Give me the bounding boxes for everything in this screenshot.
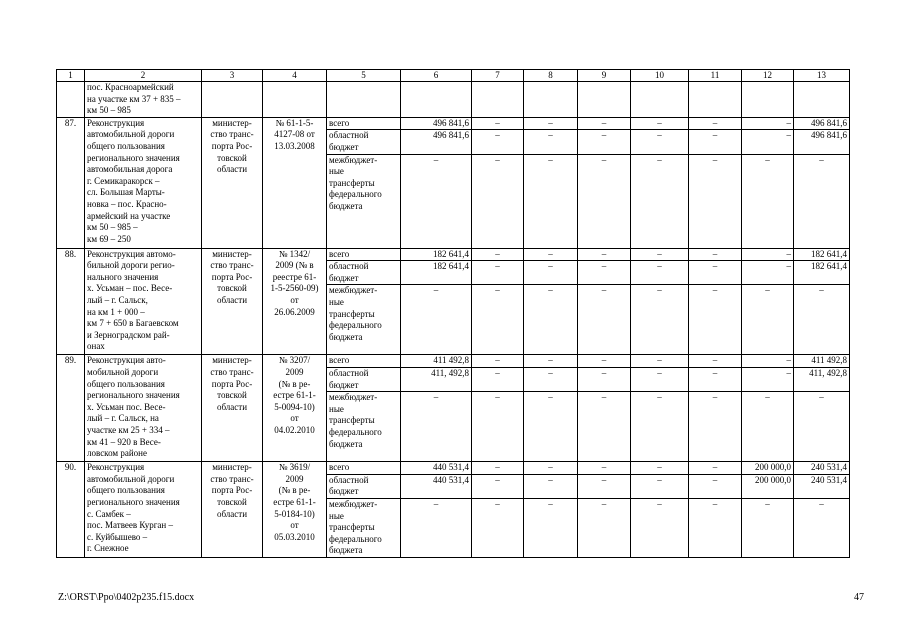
cell-value: –: [631, 248, 689, 261]
header-row: [57, 70, 850, 82]
cell-value: –: [689, 248, 742, 261]
cell-value: –: [524, 474, 578, 498]
col-header: 7: [472, 70, 524, 82]
cell-value: –: [631, 285, 689, 355]
table-row: [57, 117, 850, 130]
cell-value: 411 492,8: [794, 355, 850, 368]
cell-value: –: [578, 248, 631, 261]
cell-value: 182 641,4: [401, 261, 472, 285]
cell-value: –: [631, 355, 689, 368]
cell-value: –: [742, 355, 794, 368]
cell-value: –: [631, 462, 689, 475]
cell-value: –: [742, 367, 794, 391]
expertise-document: № 3207/ 2009 (№ в ре- естре 61-1- 5-0094-10) от 04.02.2010: [263, 355, 327, 462]
cell-value: 182 641,4: [794, 261, 850, 285]
cell-value: –: [794, 285, 850, 355]
source-interbudget: межбюджет- ные трансферты федерального бюджета: [327, 154, 401, 248]
col-header: 6: [401, 70, 472, 82]
cell-value: –: [794, 154, 850, 248]
row-number: 90.: [57, 462, 85, 558]
cell-value: –: [578, 355, 631, 368]
cell-value: –: [472, 261, 524, 285]
col-header: 4: [263, 70, 327, 82]
source-regional: областной бюджет: [327, 367, 401, 391]
cell-value: –: [689, 462, 742, 475]
cell-value: –: [472, 248, 524, 261]
cell-value: –: [524, 154, 578, 248]
cell-value: –: [689, 355, 742, 368]
cell-value: –: [472, 392, 524, 462]
source-interbudget: межбюджет- ные трансферты федерального бюджета: [327, 392, 401, 462]
source-regional: областной бюджет: [327, 474, 401, 498]
source-total: всего: [327, 355, 401, 368]
page-number: 47: [854, 592, 864, 603]
cell-value: –: [472, 355, 524, 368]
source-interbudget: межбюджет- ные трансферты федерального бюджета: [327, 285, 401, 355]
cell-value: –: [524, 498, 578, 557]
cell-value: 496 841,6: [794, 117, 850, 130]
expertise-document: № 3619/ 2009 (№ в ре- естре 61-1- 5-0184-10) от 05.03.2010: [263, 462, 327, 558]
cell-value: –: [578, 392, 631, 462]
cell-value: –: [689, 117, 742, 130]
project-name: Реконструкция автомобильной дороги общего пользования регионального значения с. Самбек – пос. Матвеев Курган – с. Куйбышево – г. Снежное: [85, 462, 202, 558]
col-header: 2: [85, 70, 202, 82]
table-row: [57, 355, 850, 368]
expertise-document: № 1342/ 2009 (№ в реестре 61- 1-5-2560-09) от 26.06.2009: [263, 248, 327, 355]
cell-value: –: [524, 130, 578, 154]
cell-value: –: [742, 285, 794, 355]
row-number: 89.: [57, 355, 85, 462]
cell-value: –: [689, 392, 742, 462]
cell-value: –: [524, 117, 578, 130]
cell-value: –: [401, 392, 472, 462]
cell-value: –: [742, 117, 794, 130]
source-total: всего: [327, 248, 401, 261]
source-regional: областной бюджет: [327, 130, 401, 154]
row-number: 88.: [57, 248, 85, 355]
cell-value: –: [631, 392, 689, 462]
cell-value: –: [578, 285, 631, 355]
cell-value: –: [524, 392, 578, 462]
responsible-agency: министер- ство транс- порта Рос- товской области: [202, 355, 263, 462]
cell-value: –: [631, 474, 689, 498]
cell-value: –: [631, 130, 689, 154]
cell-value: –: [689, 154, 742, 248]
cell-value: –: [524, 462, 578, 475]
cell-value: –: [794, 392, 850, 462]
cell-value: 411 492,8: [401, 355, 472, 368]
cell-value: 182 641,4: [794, 248, 850, 261]
col-header: 10: [631, 70, 689, 82]
col-header: 3: [202, 70, 263, 82]
cell-value: 440 531,4: [401, 462, 472, 475]
cell-value: –: [472, 154, 524, 248]
continuation-row: [57, 82, 850, 118]
col-header: 9: [578, 70, 631, 82]
cell-value: –: [578, 498, 631, 557]
responsible-agency: министер- ство транс- порта Рос- товской области: [202, 462, 263, 558]
col-header: 8: [524, 70, 578, 82]
cell-value: –: [689, 285, 742, 355]
cell-value: 240 531,4: [794, 474, 850, 498]
cell-value: –: [524, 367, 578, 391]
cell-value: 200 000,0: [742, 462, 794, 475]
source-regional: областной бюджет: [327, 261, 401, 285]
source-total: всего: [327, 462, 401, 475]
cell-value: –: [742, 130, 794, 154]
cell-value: 411, 492,8: [401, 367, 472, 391]
cell-value: –: [524, 355, 578, 368]
source-total: всего: [327, 117, 401, 130]
cell-value: –: [631, 498, 689, 557]
cell-value: –: [578, 474, 631, 498]
col-header: 5: [327, 70, 401, 82]
cell-value: –: [631, 154, 689, 248]
cell-value: –: [689, 367, 742, 391]
cell-value: –: [524, 285, 578, 355]
cell-value: –: [472, 117, 524, 130]
project-name: Реконструкция автомо- бильной дороги регио- нального значения х. Усьман – пос. Весе- лый – г. Сальск, на км 1 + 000 – км 7 + 650 в Багаевском и Зерноградском рай- онах: [85, 248, 202, 355]
project-name: Реконструкция автомобильной дороги общего пользования регионального значения автомобильная дорога г. Семикаракорск – сл. Большая Марты- новка – пос. Красно- армейский на участке км 50 – 985 – км 69 – 250: [85, 117, 202, 248]
cell-value: –: [472, 130, 524, 154]
cell-value: –: [401, 285, 472, 355]
cell-value: –: [631, 261, 689, 285]
cell-value: –: [472, 462, 524, 475]
cell-value: 240 531,4: [794, 462, 850, 475]
cell-value: –: [742, 392, 794, 462]
cell-value: –: [578, 154, 631, 248]
cell-value: –: [472, 367, 524, 391]
row-number: 87.: [57, 117, 85, 248]
cell-value: 182 641,4: [401, 248, 472, 261]
cell-value: –: [578, 117, 631, 130]
cell-value: –: [689, 261, 742, 285]
cell-value: –: [742, 261, 794, 285]
cell-value: –: [689, 498, 742, 557]
col-header: 11: [689, 70, 742, 82]
table-row: [57, 248, 850, 261]
responsible-agency: министер- ство транс- порта Рос- товской области: [202, 117, 263, 248]
cell-value: –: [578, 130, 631, 154]
expertise-document: № 61-1-5- 4127-08 от 13.03.2008: [263, 117, 327, 248]
cell-value: –: [742, 498, 794, 557]
table-row: [57, 462, 850, 475]
cell-value: –: [472, 285, 524, 355]
cell-value: 440 531,4: [401, 474, 472, 498]
cell-value: –: [578, 261, 631, 285]
cell-value: –: [578, 462, 631, 475]
cell-value: 200 000,0: [742, 474, 794, 498]
cell-value: –: [689, 474, 742, 498]
cell-value: 411, 492,8: [794, 367, 850, 391]
cell-value: –: [631, 367, 689, 391]
cell-value: –: [472, 474, 524, 498]
source-interbudget: межбюджет- ные трансферты федерального бюджета: [327, 498, 401, 557]
cell-value: –: [401, 498, 472, 557]
cell-value: –: [742, 154, 794, 248]
col-header: 1: [57, 70, 85, 82]
continued-project-name: пос. Красноармейский на участке км 37 + 835 – км 50 – 985: [85, 82, 202, 118]
col-header: 12: [742, 70, 794, 82]
cell-value: –: [524, 248, 578, 261]
cell-value: –: [689, 130, 742, 154]
project-name: Реконструкция авто- мобильной дороги общего пользования регионального значения х. Усьман пос. Весе- лый – г. Сальск, на участке км 25 + 334 – км 41 – 920 в Весе- ловском районе: [85, 355, 202, 462]
budget-table: [56, 69, 850, 558]
cell-value: –: [578, 367, 631, 391]
responsible-agency: министер- ство транс- порта Рос- товской области: [202, 248, 263, 355]
file-path: Z:\ORST\Ppo\0402p235.f15.docx: [58, 592, 195, 603]
cell-value: –: [401, 154, 472, 248]
col-header: 13: [794, 70, 850, 82]
cell-value: –: [794, 498, 850, 557]
cell-value: 496 841,6: [794, 130, 850, 154]
cell-value: 496 841,6: [401, 130, 472, 154]
cell-value: –: [631, 117, 689, 130]
cell-value: –: [472, 498, 524, 557]
cell-value: 496 841,6: [401, 117, 472, 130]
cell-value: –: [524, 261, 578, 285]
cell-value: –: [742, 248, 794, 261]
